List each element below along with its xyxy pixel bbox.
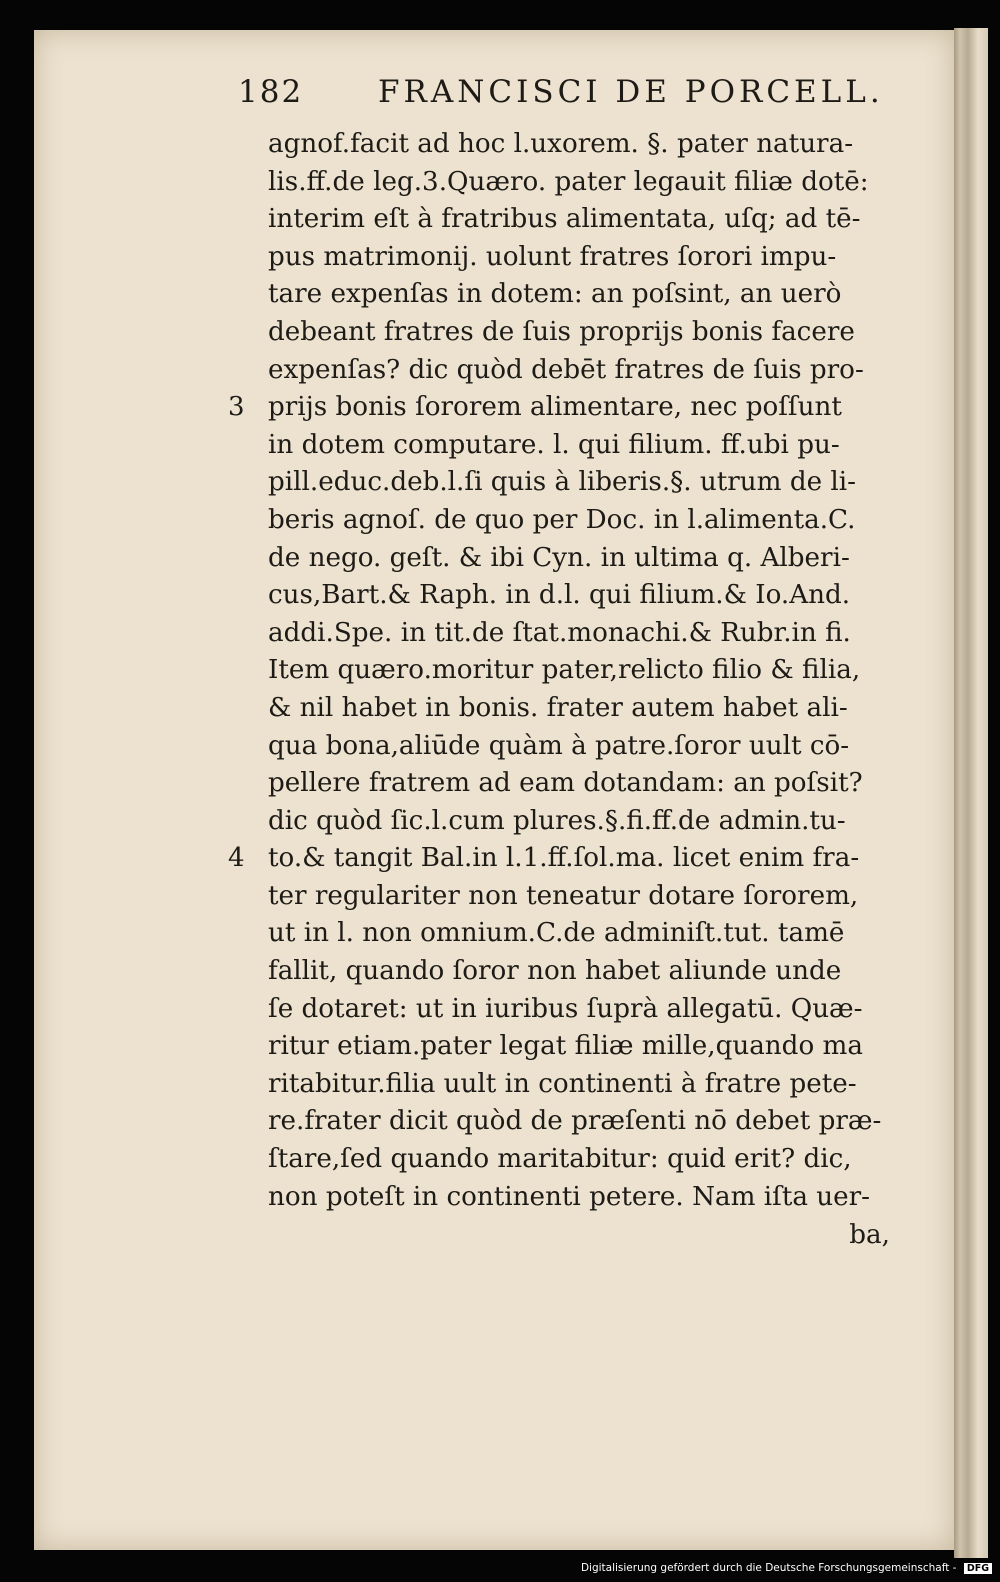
line-text: tare expenſas in dotem: an poſsint, an uerò [268,279,842,310]
text-line [228,502,918,540]
text-line [228,765,918,803]
line-text: Item quæro.moritur pater,relicto filio & filia, [268,655,861,686]
catchword: ba, [849,1220,890,1251]
text-line [228,803,918,841]
text-line [228,239,918,277]
text-line [228,652,918,690]
text-line [228,840,918,878]
line-text: pellere fratrem ad eam dotandam: an poſsit? [268,768,863,799]
line-text: non poteſt in continenti petere. Nam iſta uer- [268,1181,871,1212]
line-text: dic quòd ſic.l.cum plures.§.fi.ff.de admin.tu- [268,805,846,836]
text-line [228,464,918,502]
text-line [228,728,918,766]
text-line [228,991,918,1029]
text-line [228,1179,918,1217]
line-text: ritabitur.filia uult in continenti à fratre pete- [268,1068,857,1099]
line-text: ut in l. non omnium.C.de adminiſt.tut. tamē [268,918,845,949]
line-text: lis.ff.de leg.3.Quæro. pater legauit filiæ dotē: [268,166,869,197]
marginal-number: 4 [228,843,245,874]
text-line [228,953,918,991]
line-text: ter regulariter non teneatur dotare ſororem, [268,880,859,911]
text-line [228,540,918,578]
text-line [228,352,918,390]
line-text: qua bona,aliūde quàm à patre.ſoror uult cō- [268,730,850,761]
text-line [228,314,918,352]
text-line [228,201,918,239]
line-text: in dotem computare. l. qui filium. ff.ubi pu- [268,429,840,460]
running-title: FRANCISCI DE PORCELL. [378,74,884,110]
text-line [228,1066,918,1104]
page-header [228,74,918,126]
text-line [228,126,918,164]
text-line [228,427,918,465]
line-text: interim eſt à fratribus alimentata, uſq; ad tē- [268,204,861,235]
line-text: pill.educ.deb.l.ſi quis à liberis.§. utrum de li- [268,467,857,498]
line-text: debeant fratres de ſuis proprijs bonis facere [268,316,855,347]
text-line [228,389,918,427]
line-text: cus,Bart.& Raph. in d.l. qui filium.& Io.And. [268,580,851,611]
credit-text: Digitalisierung gefördert durch die Deutsche Forschungsgemeinschaft - [580,1562,957,1574]
text-line [228,690,918,728]
text-line [228,1141,918,1179]
line-text: & nil habet in bonis. frater autem habet ali- [268,692,848,723]
line-text: ſe dotaret: ut in iuribus ſuprà allegatū. Quæ- [268,993,863,1024]
line-text: ritur etiam.pater legat filiæ mille,quando ma [268,1031,863,1062]
line-text: prijs bonis ſororem alimentare, nec poſſunt [268,392,842,423]
text-line [228,577,918,615]
line-text: re.frater dicit quòd de præſenti nō debet præ- [268,1106,882,1137]
line-text: beris agnoſ. de quo per Doc. in l.alimenta.C. [268,504,856,535]
dfg-logo: DFG [964,1563,992,1574]
line-text: agnof.facit ad hoc l.uxorem. §. pater natura- [268,129,854,159]
line-text: expenſas? dic quòd debēt fratres de ſuis pro- [268,354,864,385]
page-number: 182 [238,74,304,110]
text-block [228,74,918,1254]
line-text: fallit, quando ſoror non habet aliunde unde [268,956,842,987]
line-text: ſtare,ſed quando maritabitur: quid erit? dic, [268,1144,852,1175]
text-line [228,1103,918,1141]
text-line [228,1028,918,1066]
digitization-credit [581,1562,992,1578]
line-text: pus matrimonij. uolunt fratres ſorori impu- [268,241,837,272]
line-text: to.& tangit Bal.in l.1.ff.ſol.ma. licet enim fra- [268,843,860,874]
text-line [228,915,918,953]
line-text: addi.Spe. in tit.de ſtat.monachi.& Rubr.in fi. [268,617,851,648]
page-edge [954,28,988,1558]
text-line [228,878,918,916]
text-line [228,164,918,202]
marginal-number: 3 [228,392,245,423]
line-text: de nego. geſt. & ibi Cyn. in ultima q. Alberi- [268,542,850,573]
body-text [228,126,918,1216]
text-line [228,615,918,653]
text-line [228,276,918,314]
